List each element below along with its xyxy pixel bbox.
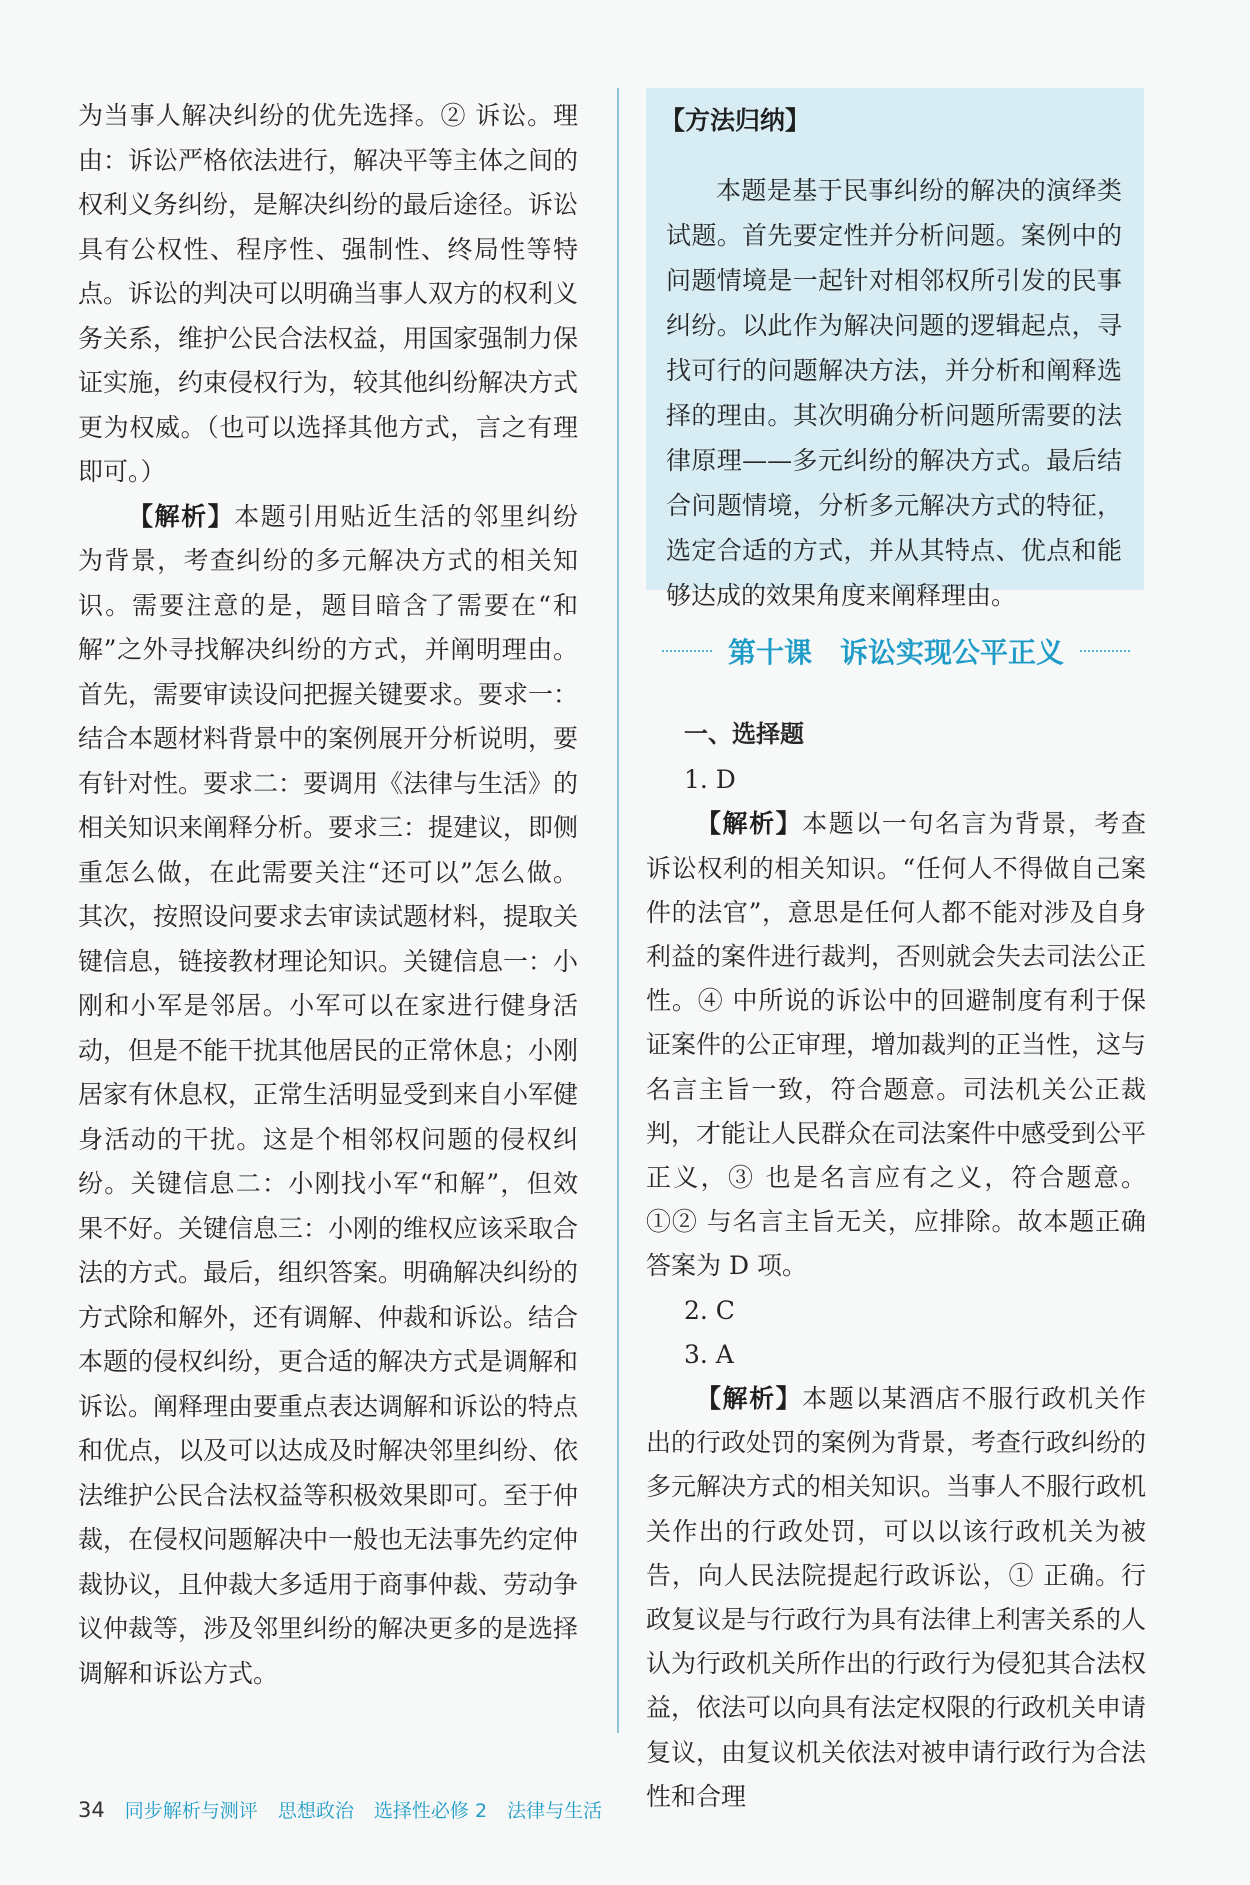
footer-volume: 选择性必修 2 (373, 1800, 488, 1822)
method-box-title: 【方法归纳】 (660, 106, 811, 135)
answer-2: 2. C (684, 1295, 735, 1325)
page-footer (78, 1796, 602, 1823)
left-dotted-rule (662, 650, 712, 652)
analysis-1-tag: 【解析】 (696, 809, 803, 839)
answer-continuation: 为当事人解决纠纷的优先选择。② 诉讼。理由：诉讼严格依法进行，解决平等主体之间的权利义务纠纷，是解决纠纷的最后途径。诉讼具有公权性、程序性、强制性、终局性等特点。诉讼的判决可以明确当事人双方的权利义务关系，维护公民合法权益，用国家强制力保证实施，约束侵权行为，较其他纠纷解决方式更为权威。（也可以选择其他方式，言之有理即可。） (78, 101, 579, 486)
lesson-heading (646, 626, 1146, 676)
analysis-3-text: 本题以某酒店不服行政机关作出的行政处罚的案例为背景，考查行政纠纷的多元解决方式的相关知识。当事人不服行政机关作出的行政处罚，可以以该行政机关为被告，向人民法院提起行政诉讼，① 正确。行政复议是与行政行为具有法律上利害关系的人认为行政机关所作出的行政行为侵犯其合法权益，依法可以向具有法定权限的行政机关申请复议，由复议机关依法对被申请行政行为合法性和合理 (646, 1384, 1147, 1811)
section-title: 一、选择题 (684, 720, 804, 748)
footer-book-name: 法律与生活 (507, 1800, 603, 1822)
lesson-title: 诉讼实现公平正义 (840, 636, 1065, 669)
right-column (646, 712, 1146, 1819)
method-box-text: 本题是基于民事纠纷的解决的演绎类试题。首先要定性并分析问题。案例中的问题情境是一起针对相邻权所引发的民事纠纷。以此作为解决问题的逻辑起点，寻找可行的问题解决方法，并分析和阐释选择的理由。其次明确分析问题所需要的法律原理——多元纠纷的解决方式。最后结合问题情境，分析多元解决方式的特征，选定合适的方式，并从其特点、优点和能够达成的效果角度来阐释理由。 (666, 176, 1122, 610)
analysis-3-tag: 【解析】 (696, 1384, 803, 1414)
column-divider (617, 88, 619, 1733)
left-column (78, 94, 578, 1696)
footer-book-title: 同步解析与测评 (124, 1800, 258, 1822)
analysis-paragraph (78, 495, 578, 1697)
analysis-1-text: 本题以一句名言为背景，考查诉讼权利的相关知识。“任何人不得做自己案件的法官”，意思是任何人都不能对涉及自身利益的案件进行裁判，否则就会失去司法公正性。④ 中所说的诉讼中的回避制度有利于保证案件的公正审理，增加裁判的正当性，这与名言主旨一致，符合题意。司法机关公正裁判，才能让人民群众在司法案件中感受到公平正义，③ 也是名言应有之义，符合题意。①② 与名言主旨无关，应排除。故本题正确答案为 D 项。 (646, 809, 1147, 1281)
answer-3: 3. A (684, 1339, 734, 1369)
page-number: 34 (78, 1798, 105, 1822)
analysis-text: 本题引用贴近生活的邻里纠纷为背景，考查纠纷的多元解决方式的相关知识。需要注意的是，题目暗含了需要在“和解”之外寻找解决纠纷的方式，并阐明理由。首先，需要审读设问把握关键要求。要求一：结合本题材料背景中的案例展开分析说明，要有针对性。要求二：要调用《法律与生活》的相关知识来阐释分析。要求三：提建议，即侧重怎么做，在此需要关注“还可以”怎么做。其次，按照设问要求去审读试题材料，提取关键信息，链接教材理论知识。关键信息一：小刚和小军是邻居。小军可以在家进行健身活动，但是不能干扰其他居民的正常休息；小刚居家有休息权，正常生活明显受到来自小军健身活动的干扰。这是个相邻权问题的侵权纠纷。关键信息二：小刚找小军“和解”，但效果不好。关键信息三：小刚的维权应该采取合法的方式。最后，组织答案。明确解决纠纷的方式除和解外，还有调解、仲裁和诉讼。结合本题的侵权纠纷，更合适的解决方式是调解和诉讼。阐释理由要重点表达调解和诉讼的特点和优点，以及可以达成及时解决邻里纠纷、依法维护公民合法权益等积极效果即可。至于仲裁，在侵权问题解决中一般也无法事先约定仲裁协议，且仲裁大多适用于商事仲裁、劳动争议仲裁等，涉及邻里纠纷的解决更多的是选择调解和诉讼方式。 (78, 501, 579, 1688)
lesson-number: 第十课 (727, 636, 812, 669)
answer-1: 1. D (684, 765, 736, 795)
analysis-tag: 【解析】 (128, 501, 235, 531)
analysis-3 (646, 1377, 1146, 1819)
footer-subject: 思想政治 (277, 1800, 354, 1822)
method-summary-box (646, 88, 1144, 610)
right-dotted-rule (1080, 650, 1130, 652)
analysis-1 (646, 802, 1146, 1288)
